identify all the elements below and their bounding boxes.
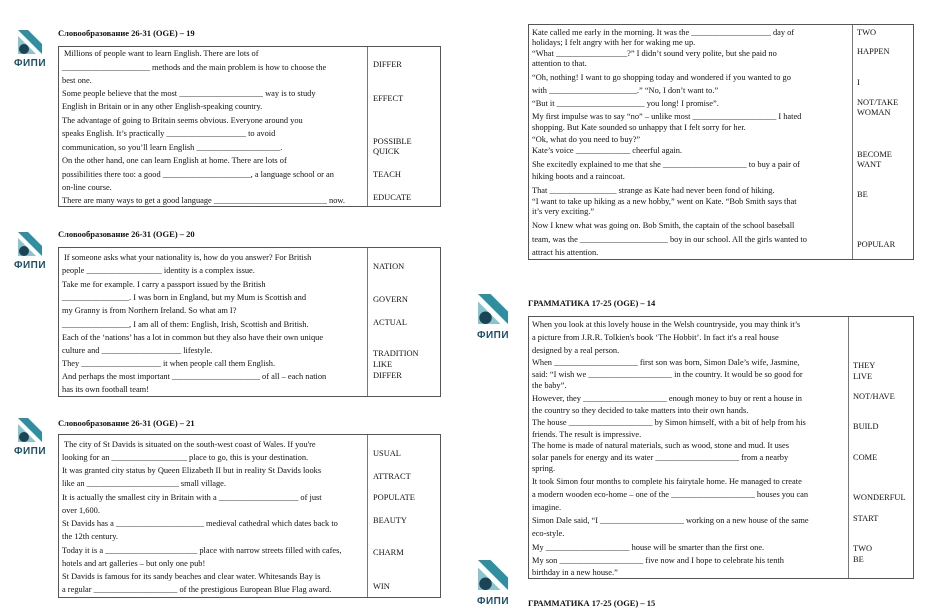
fipi-logo-icon <box>477 294 509 324</box>
text-line: Take me for example. I carry a passport issued by the British <box>62 280 266 289</box>
text-line: She excitedly explained to me that she ____________________ to buy a pair of <box>532 160 800 169</box>
keyword: TWO <box>853 544 873 553</box>
fipi-logo-icon <box>18 30 42 54</box>
keyword: QUICK <box>373 147 400 156</box>
text-line: On the other hand, one can learn English at home. There are lots of <box>62 156 287 165</box>
text-line: communication, so you’ll learn English ____________________. <box>62 143 283 152</box>
text-line: The city of St Davids is situated on the south-west coast of Wales. If you're <box>64 440 316 449</box>
text-line: with _____________________.” “No, I don’t want to.” <box>532 86 719 95</box>
keyword: WOMAN <box>857 108 891 117</box>
keyword: THEY <box>853 361 876 370</box>
text-line: Kate called me early in the morning. It was the ___________________ day of <box>532 28 795 37</box>
text-line: St Davids is famous for its sandy beaches and clear water. Whitesands Bay is <box>62 572 321 581</box>
text-line: friends. The result is impressive. <box>532 430 642 439</box>
text-line: Today it is a ______________________ place with narrow streets filled with cafes, <box>62 546 342 555</box>
keyword: HAPPEN <box>857 47 890 56</box>
keyword: EFFECT <box>373 94 404 103</box>
text-line: my Granny is from Northern Ireland. So what am I? <box>62 306 237 315</box>
logo-text: ФИПИ <box>13 58 47 69</box>
fipi-logo <box>473 294 513 340</box>
text-line: hotels and art galleries – but only one pub! <box>62 559 206 568</box>
text-line: The home is made of natural materials, such as wood, stone and mud. It uses <box>532 441 790 450</box>
text-line: My son ____________________ five now and I hope to celebrate his tenth <box>532 556 784 565</box>
text-line: it’s very exciting.” <box>532 207 595 216</box>
keyword: USUAL <box>373 449 401 458</box>
text-line: There are many ways to get a good language ___________________________ now. <box>62 196 345 205</box>
text-line: “I want to take up hiking as a new hobby,” went on Kate. “Bob Smith says that <box>532 197 797 206</box>
text-line: the country so they decided to take matters into their own hands. <box>532 406 749 415</box>
text-line: My ____________________ house will be smarter than the first one. <box>532 543 765 552</box>
logo-text: ФИПИ <box>13 446 47 457</box>
text-line: has its own football team! <box>62 385 149 394</box>
fipi-logo-icon <box>18 418 42 442</box>
text-line: a picture from J.R.R. Tolkien's book ‘The Hobbit’. In fact it's a real house <box>532 333 779 342</box>
section-title: Словообразование 26-31 (OGE) – 20 <box>58 229 195 239</box>
text-line: “What _________________?” I didn’t sound very polite, but she paid no <box>532 49 777 58</box>
keyword: DIFFER <box>373 371 402 380</box>
column-divider <box>367 47 368 206</box>
section-title: Словообразование 26-31 (OGE) – 21 <box>58 418 195 428</box>
keyword: WIN <box>373 582 390 591</box>
logo-text: ФИПИ <box>476 596 510 607</box>
text-line: And perhaps the most important _____________________ of all – each nation <box>62 372 327 381</box>
section-title: Словообразование 26-31 (OGE) – 19 <box>58 28 195 38</box>
text-line: eco-style. <box>532 529 565 538</box>
column-divider <box>852 25 853 259</box>
column-divider <box>367 435 368 597</box>
text-line: a regular ____________________ of the prestigious European Blue Flag award. <box>62 585 332 594</box>
keyword: POPULAR <box>857 240 896 249</box>
keyword: BE <box>857 190 868 199</box>
fipi-logo-icon <box>477 560 509 590</box>
text-line: speaks English. It’s practically ___________________ to avoid <box>62 129 276 138</box>
keyword: COME <box>853 453 878 462</box>
keyword: TEACH <box>373 170 401 179</box>
text-line: “Oh, nothing! I want to go shopping today and wondered if you wanted to go <box>532 73 791 82</box>
text-line: “Ok, what do you need to buy?” <box>532 135 641 144</box>
text-line: Kate’s voice _____________ cheerful again. <box>532 146 683 155</box>
keyword: START <box>853 514 879 523</box>
text-line: The house ____________________ by Simon himself, with a bit of help from his <box>532 418 806 427</box>
text-line: Millions of people want to learn English. There are lots of <box>64 49 259 58</box>
keyword: TRADITION <box>373 349 419 358</box>
text-line: a modern wooden eco-home – one of the ____________________ houses you can <box>532 490 809 499</box>
text-line: St Davids has a _____________________ medieval cathedral which dates back to <box>62 519 338 528</box>
text-line: attract his attention. <box>532 248 599 257</box>
keyword: LIKE <box>373 360 393 369</box>
keyword: DIFFER <box>373 60 402 69</box>
text-line: “But it _____________________ you long! I promise”. <box>532 99 719 108</box>
keyword: WONDERFUL <box>853 493 906 502</box>
keyword: GOVERN <box>373 295 408 304</box>
text-line: That ________________ strange as Kate had never been fond of hiking. <box>532 186 775 195</box>
fipi-logo <box>473 560 513 606</box>
keyword: NOT/TAKE <box>857 98 899 107</box>
section-title: ГРАММАТИКА 17-25 (OGE) – 14 <box>528 298 656 308</box>
text-line: solar panels for energy and its water ____________________ from a nearby <box>532 453 789 462</box>
text-line: My first impulse was to say “no” – unlike most ____________________ I hated <box>532 112 802 121</box>
text-line: team, was the _____________________ boy in our school. All the girls wanted to <box>532 235 807 244</box>
text-line: When you look at this lovely house in the Welsh countryside, you may think it’s <box>532 320 801 329</box>
keyword: NOT/HAVE <box>853 392 895 401</box>
text-line: attention to that. <box>532 59 587 68</box>
keyword: ACTUAL <box>373 318 407 327</box>
fipi-logo <box>10 30 50 76</box>
keyword: CHARM <box>373 548 404 557</box>
fipi-logo <box>10 418 50 464</box>
text-line: ________________, I am all of them: English, Irish, Scottish and British. <box>62 320 309 329</box>
keyword: POSSIBLE <box>373 137 412 146</box>
keyword: LIVE <box>853 372 873 381</box>
text-line: the baby”. <box>532 381 567 390</box>
keyword: WANT <box>857 160 882 169</box>
keyword: NATION <box>373 262 405 271</box>
section-title: ГРАММАТИКА 17-25 (OGE) – 15 <box>528 598 656 608</box>
keyword: BE <box>853 555 864 564</box>
text-line: said: “I wish we ____________________ in the country. It would be so good for <box>532 370 803 379</box>
text-line: The advantage of going to Britain seems obvious. Everyone around you <box>62 116 303 125</box>
text-line: English in Britain or in any other English-speaking country. <box>62 102 263 111</box>
column-divider <box>367 248 368 396</box>
text-line: When ____________________ first son was born, Simon Dale’s wife, Jasmine, <box>532 358 800 367</box>
text-line: shopping. But Kate sounded so unhappy that I felt sorry for her. <box>532 123 746 132</box>
text-line: designed by a real person. <box>532 346 620 355</box>
keyword: EDUCATE <box>373 193 412 202</box>
text-line: ________________. I was born in England, but my Mum is Scottish and <box>62 293 307 302</box>
keyword: BUILD <box>853 422 879 431</box>
text-line: Now I knew what was going on. Bob Smith, the captain of the school baseball <box>532 221 795 230</box>
column-divider <box>848 317 849 578</box>
text-line: looking for an __________________ place to go, this is your destination. <box>62 453 309 462</box>
text-line: Simon Dale said, “I ____________________ working on a new house of the same <box>532 516 809 525</box>
text-line: It was granted city status by Queen Elizabeth II but in reality St Davids looks <box>62 466 322 475</box>
fipi-logo-icon <box>18 232 42 256</box>
text-line: on-line course. <box>62 183 112 192</box>
text-line: people __________________ identity is a complex issue. <box>62 266 255 275</box>
text-line: like an ______________________ small village. <box>62 479 226 488</box>
text-line: imagine. <box>532 503 562 512</box>
text-line: If someone asks what your nationality is, how do you answer? For British <box>64 253 312 262</box>
text-line: best one. <box>62 76 92 85</box>
text-line: possibilities there too: a good _____________________, a language school or an <box>62 170 334 179</box>
text-line: Each of the ‘nations’ has a lot in common but they also have their own unique <box>62 333 324 342</box>
fipi-logo <box>10 232 50 278</box>
text-line: culture and ___________________ lifestyle. <box>62 346 213 355</box>
keyword: POPULATE <box>373 493 415 502</box>
text-line: hiking boots and a raincoat. <box>532 172 625 181</box>
text-line: They ___________________ it when people call them English. <box>62 359 276 368</box>
logo-text: ФИПИ <box>13 260 47 271</box>
text-line: Some people believe that the most ____________________ way is to study <box>62 89 316 98</box>
text-line: the 12th century. <box>62 532 118 541</box>
keyword: BECOME <box>857 150 892 159</box>
keyword: I <box>857 78 860 87</box>
keyword: BEAUTY <box>373 516 407 525</box>
text-line: holidays; I felt angry with her for waking me up. <box>532 38 696 47</box>
text-line: However, they ____________________ enough money to buy or rent a house in <box>532 394 802 403</box>
logo-text: ФИПИ <box>476 330 510 341</box>
keyword: ATTRACT <box>373 472 411 481</box>
text-line: over 1,600. <box>62 506 100 515</box>
text-line: birthday in a new house.” <box>532 568 618 577</box>
text-line: spring. <box>532 464 556 473</box>
text-line: It took Simon four months to complete his fairytale home. He managed to create <box>532 477 802 486</box>
text-line: It is actually the smallest city in Britain with a ___________________ of just <box>62 493 322 502</box>
text-line: _____________________ methods and the main problem is how to choose the <box>62 63 327 72</box>
keyword: TWO <box>857 28 877 37</box>
